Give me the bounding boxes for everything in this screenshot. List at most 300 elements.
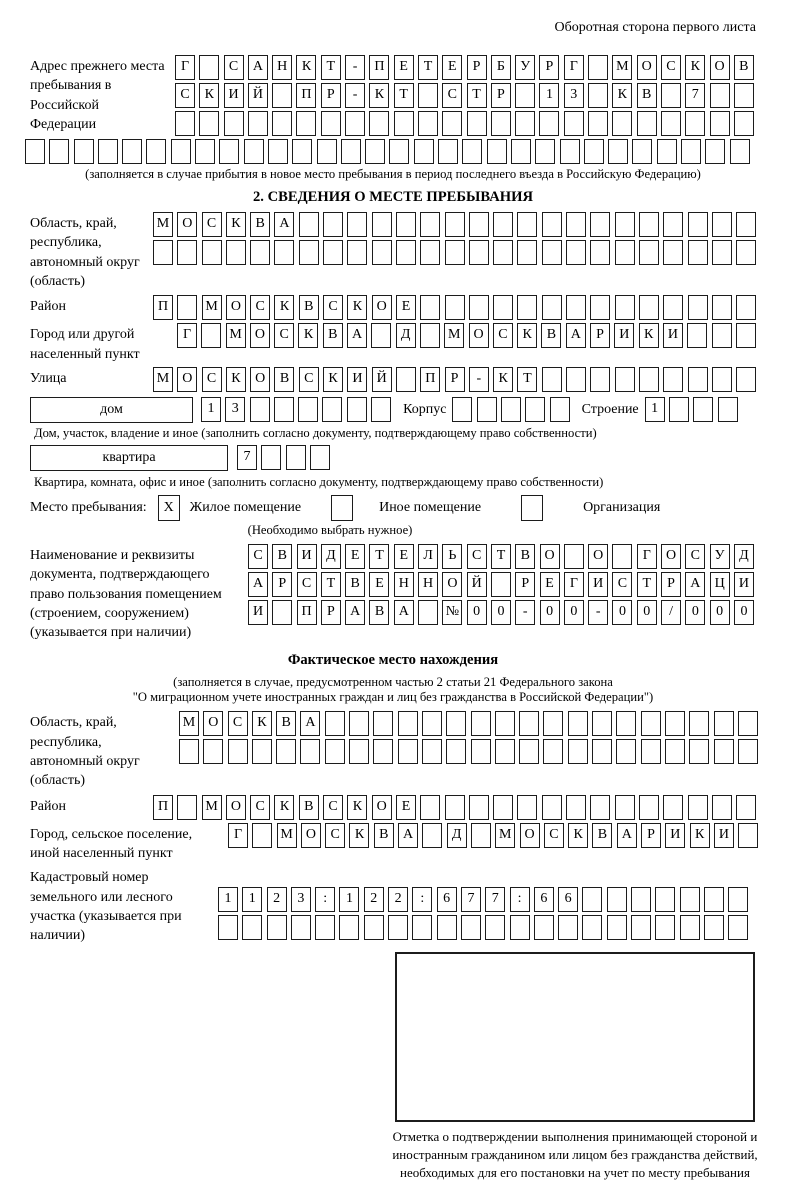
char-cell[interactable]: С xyxy=(224,55,244,80)
char-cell[interactable] xyxy=(542,795,562,820)
char-cell[interactable]: С xyxy=(228,711,248,736)
char-cell[interactable]: К xyxy=(274,795,294,820)
char-cell[interactable] xyxy=(349,711,369,736)
char-cell[interactable] xyxy=(728,887,748,912)
char-cell[interactable] xyxy=(734,83,754,108)
char-cell[interactable]: 6 xyxy=(534,887,554,912)
char-cell[interactable]: Н xyxy=(394,572,414,597)
char-cell[interactable] xyxy=(325,711,345,736)
char-cell[interactable]: Р xyxy=(515,572,535,597)
char-cell[interactable]: М xyxy=(153,212,173,237)
char-cell[interactable] xyxy=(153,240,173,265)
char-cell[interactable]: 3 xyxy=(564,83,584,108)
char-cell[interactable]: Т xyxy=(517,367,537,392)
char-cell[interactable]: - xyxy=(345,83,365,108)
char-cell[interactable]: О xyxy=(520,823,540,848)
char-cell[interactable]: П xyxy=(420,367,440,392)
char-cell[interactable] xyxy=(252,739,272,764)
stay-type-checkbox-residential[interactable]: X xyxy=(158,495,180,521)
char-cell[interactable]: 1 xyxy=(242,887,262,912)
char-cell[interactable] xyxy=(461,915,481,940)
char-cell[interactable] xyxy=(412,915,432,940)
char-cell[interactable] xyxy=(203,739,223,764)
char-cell[interactable] xyxy=(616,739,636,764)
char-cell[interactable] xyxy=(252,823,272,848)
char-cell[interactable]: С xyxy=(323,295,343,320)
char-cell[interactable]: Г xyxy=(177,323,197,348)
stay-type-checkbox-other[interactable] xyxy=(331,495,353,521)
char-cell[interactable]: О xyxy=(177,212,197,237)
char-cell[interactable] xyxy=(317,139,337,164)
char-cell[interactable]: 1 xyxy=(339,887,359,912)
char-cell[interactable] xyxy=(373,739,393,764)
char-cell[interactable]: О xyxy=(177,367,197,392)
char-cell[interactable]: М xyxy=(202,795,222,820)
char-cell[interactable] xyxy=(199,111,219,136)
char-cell[interactable] xyxy=(543,711,563,736)
char-cell[interactable]: И xyxy=(663,323,683,348)
char-cell[interactable]: : xyxy=(315,887,335,912)
char-cell[interactable] xyxy=(201,323,221,348)
char-cell[interactable] xyxy=(146,139,166,164)
char-cell[interactable] xyxy=(296,111,316,136)
char-cell[interactable] xyxy=(582,915,602,940)
char-cell[interactable] xyxy=(445,212,465,237)
char-cell[interactable]: К xyxy=(639,323,659,348)
char-cell[interactable]: О xyxy=(710,55,730,80)
char-cell[interactable] xyxy=(396,212,416,237)
char-cell[interactable]: 0 xyxy=(467,600,487,625)
char-cell[interactable] xyxy=(74,139,94,164)
char-cell[interactable] xyxy=(422,739,442,764)
char-cell[interactable] xyxy=(560,139,580,164)
char-cell[interactable]: В xyxy=(592,823,612,848)
char-cell[interactable] xyxy=(199,55,219,80)
char-cell[interactable] xyxy=(612,111,632,136)
char-cell[interactable]: Р xyxy=(445,367,465,392)
char-cell[interactable] xyxy=(607,915,627,940)
char-cell[interactable] xyxy=(398,711,418,736)
char-cell[interactable] xyxy=(669,397,689,422)
char-cell[interactable] xyxy=(736,240,756,265)
char-cell[interactable] xyxy=(566,795,586,820)
char-cell[interactable] xyxy=(665,739,685,764)
char-cell[interactable] xyxy=(487,139,507,164)
char-cell[interactable] xyxy=(394,111,414,136)
char-cell[interactable] xyxy=(704,887,724,912)
char-cell[interactable]: 1 xyxy=(218,887,238,912)
char-cell[interactable] xyxy=(177,295,197,320)
char-cell[interactable]: К xyxy=(252,711,272,736)
char-cell[interactable]: А xyxy=(300,711,320,736)
apartment-type-box[interactable]: квартира xyxy=(30,445,228,471)
char-cell[interactable]: У xyxy=(710,544,730,569)
char-cell[interactable]: С xyxy=(661,55,681,80)
char-cell[interactable]: Р xyxy=(590,323,610,348)
char-cell[interactable] xyxy=(369,111,389,136)
char-cell[interactable] xyxy=(714,711,734,736)
char-cell[interactable] xyxy=(462,139,482,164)
char-cell[interactable] xyxy=(612,544,632,569)
char-cell[interactable]: Г xyxy=(175,55,195,80)
char-cell[interactable]: Е xyxy=(394,55,414,80)
char-cell[interactable]: Т xyxy=(467,83,487,108)
char-cell[interactable]: В xyxy=(299,795,319,820)
char-cell[interactable] xyxy=(345,111,365,136)
char-cell[interactable] xyxy=(535,139,555,164)
char-cell[interactable] xyxy=(396,240,416,265)
char-cell[interactable]: О xyxy=(226,295,246,320)
char-cell[interactable] xyxy=(616,711,636,736)
char-cell[interactable] xyxy=(471,739,491,764)
char-cell[interactable] xyxy=(736,295,756,320)
char-cell[interactable] xyxy=(515,111,535,136)
char-cell[interactable] xyxy=(372,240,392,265)
char-cell[interactable]: С xyxy=(299,367,319,392)
char-cell[interactable] xyxy=(519,711,539,736)
char-cell[interactable] xyxy=(639,295,659,320)
char-cell[interactable] xyxy=(179,739,199,764)
char-cell[interactable]: О xyxy=(372,795,392,820)
char-cell[interactable] xyxy=(418,111,438,136)
char-cell[interactable]: Т xyxy=(394,83,414,108)
char-cell[interactable] xyxy=(418,600,438,625)
char-cell[interactable]: М xyxy=(495,823,515,848)
char-cell[interactable]: А xyxy=(617,823,637,848)
char-cell[interactable] xyxy=(274,397,294,422)
char-cell[interactable]: И xyxy=(714,823,734,848)
char-cell[interactable] xyxy=(299,240,319,265)
char-cell[interactable]: И xyxy=(297,544,317,569)
char-cell[interactable] xyxy=(688,212,708,237)
char-cell[interactable] xyxy=(438,139,458,164)
char-cell[interactable] xyxy=(485,915,505,940)
char-cell[interactable] xyxy=(495,739,515,764)
char-cell[interactable] xyxy=(364,915,384,940)
char-cell[interactable]: 0 xyxy=(491,600,511,625)
char-cell[interactable]: Т xyxy=(321,572,341,597)
char-cell[interactable] xyxy=(639,212,659,237)
char-cell[interactable]: О xyxy=(250,323,270,348)
char-cell[interactable]: : xyxy=(510,887,530,912)
char-cell[interactable] xyxy=(564,544,584,569)
char-cell[interactable] xyxy=(471,711,491,736)
char-cell[interactable] xyxy=(712,240,732,265)
char-cell[interactable] xyxy=(274,240,294,265)
char-cell[interactable] xyxy=(736,367,756,392)
char-cell[interactable]: К xyxy=(612,83,632,108)
char-cell[interactable]: - xyxy=(515,600,535,625)
char-cell[interactable]: В xyxy=(369,600,389,625)
char-cell[interactable] xyxy=(517,795,537,820)
char-cell[interactable] xyxy=(539,111,559,136)
char-cell[interactable]: Р xyxy=(539,55,559,80)
char-cell[interactable] xyxy=(641,711,661,736)
char-cell[interactable]: Р xyxy=(321,83,341,108)
char-cell[interactable]: О xyxy=(372,295,392,320)
char-cell[interactable] xyxy=(414,139,434,164)
char-cell[interactable] xyxy=(517,212,537,237)
char-cell[interactable]: Р xyxy=(661,572,681,597)
char-cell[interactable] xyxy=(736,323,756,348)
char-cell[interactable]: В xyxy=(323,323,343,348)
char-cell[interactable] xyxy=(261,445,281,470)
char-cell[interactable] xyxy=(446,711,466,736)
char-cell[interactable]: Е xyxy=(540,572,560,597)
char-cell[interactable]: П xyxy=(153,795,173,820)
char-cell[interactable] xyxy=(688,295,708,320)
char-cell[interactable]: П xyxy=(297,600,317,625)
char-cell[interactable] xyxy=(685,111,705,136)
char-cell[interactable] xyxy=(689,711,709,736)
char-cell[interactable] xyxy=(655,887,675,912)
char-cell[interactable]: Е xyxy=(369,572,389,597)
char-cell[interactable] xyxy=(534,915,554,940)
char-cell[interactable] xyxy=(272,83,292,108)
char-cell[interactable]: О xyxy=(442,572,462,597)
char-cell[interactable] xyxy=(446,739,466,764)
char-cell[interactable]: К xyxy=(298,323,318,348)
char-cell[interactable]: Г xyxy=(564,55,584,80)
char-cell[interactable] xyxy=(323,240,343,265)
char-cell[interactable] xyxy=(566,212,586,237)
char-cell[interactable] xyxy=(372,212,392,237)
char-cell[interactable]: И xyxy=(614,323,634,348)
char-cell[interactable] xyxy=(543,739,563,764)
char-cell[interactable] xyxy=(445,240,465,265)
char-cell[interactable] xyxy=(592,739,612,764)
char-cell[interactable]: Г xyxy=(637,544,657,569)
char-cell[interactable] xyxy=(477,397,497,422)
char-cell[interactable]: И xyxy=(665,823,685,848)
char-cell[interactable] xyxy=(398,739,418,764)
char-cell[interactable] xyxy=(712,295,732,320)
char-cell[interactable] xyxy=(704,915,724,940)
char-cell[interactable]: 7 xyxy=(485,887,505,912)
char-cell[interactable]: К xyxy=(347,295,367,320)
char-cell[interactable] xyxy=(681,139,701,164)
char-cell[interactable] xyxy=(655,915,675,940)
char-cell[interactable] xyxy=(491,572,511,597)
char-cell[interactable] xyxy=(663,240,683,265)
char-cell[interactable] xyxy=(689,739,709,764)
char-cell[interactable] xyxy=(298,397,318,422)
char-cell[interactable]: М xyxy=(226,323,246,348)
char-cell[interactable]: Д xyxy=(321,544,341,569)
char-cell[interactable] xyxy=(347,212,367,237)
char-cell[interactable]: О xyxy=(637,55,657,80)
char-cell[interactable] xyxy=(469,795,489,820)
char-cell[interactable] xyxy=(177,240,197,265)
char-cell[interactable] xyxy=(542,212,562,237)
char-cell[interactable]: С xyxy=(442,83,462,108)
char-cell[interactable]: В xyxy=(272,544,292,569)
char-cell[interactable]: П xyxy=(369,55,389,80)
char-cell[interactable] xyxy=(420,295,440,320)
char-cell[interactable] xyxy=(322,397,342,422)
char-cell[interactable] xyxy=(688,795,708,820)
char-cell[interactable]: К xyxy=(690,823,710,848)
char-cell[interactable]: В xyxy=(541,323,561,348)
char-cell[interactable] xyxy=(663,795,683,820)
char-cell[interactable]: Ц xyxy=(710,572,730,597)
char-cell[interactable] xyxy=(639,795,659,820)
char-cell[interactable]: Р xyxy=(641,823,661,848)
char-cell[interactable]: 3 xyxy=(225,397,245,422)
char-cell[interactable] xyxy=(680,887,700,912)
char-cell[interactable] xyxy=(226,240,246,265)
char-cell[interactable] xyxy=(268,139,288,164)
char-cell[interactable]: К xyxy=(347,795,367,820)
char-cell[interactable]: - xyxy=(345,55,365,80)
char-cell[interactable] xyxy=(341,139,361,164)
char-cell[interactable]: Р xyxy=(272,572,292,597)
char-cell[interactable]: Й xyxy=(467,572,487,597)
char-cell[interactable]: С xyxy=(297,572,317,597)
char-cell[interactable]: И xyxy=(588,572,608,597)
char-cell[interactable]: Й xyxy=(248,83,268,108)
char-cell[interactable] xyxy=(228,739,248,764)
char-cell[interactable]: С xyxy=(493,323,513,348)
char-cell[interactable]: Е xyxy=(396,795,416,820)
char-cell[interactable]: Д xyxy=(734,544,754,569)
char-cell[interactable] xyxy=(195,139,215,164)
char-cell[interactable]: Б xyxy=(491,55,511,80)
char-cell[interactable] xyxy=(242,915,262,940)
char-cell[interactable] xyxy=(511,139,531,164)
char-cell[interactable] xyxy=(321,111,341,136)
char-cell[interactable]: К xyxy=(199,83,219,108)
char-cell[interactable] xyxy=(568,739,588,764)
char-cell[interactable] xyxy=(680,915,700,940)
char-cell[interactable] xyxy=(471,823,491,848)
char-cell[interactable] xyxy=(267,915,287,940)
char-cell[interactable]: М xyxy=(277,823,297,848)
char-cell[interactable] xyxy=(712,795,732,820)
char-cell[interactable] xyxy=(661,83,681,108)
char-cell[interactable] xyxy=(588,83,608,108)
char-cell[interactable] xyxy=(420,795,440,820)
char-cell[interactable]: К xyxy=(517,323,537,348)
char-cell[interactable] xyxy=(517,295,537,320)
char-cell[interactable] xyxy=(712,212,732,237)
char-cell[interactable] xyxy=(219,139,239,164)
char-cell[interactable] xyxy=(469,212,489,237)
char-cell[interactable]: Н xyxy=(418,572,438,597)
char-cell[interactable] xyxy=(687,323,707,348)
char-cell[interactable]: В xyxy=(345,572,365,597)
char-cell[interactable] xyxy=(710,83,730,108)
char-cell[interactable]: Г xyxy=(564,572,584,597)
char-cell[interactable]: Р xyxy=(321,600,341,625)
char-cell[interactable]: Е xyxy=(442,55,462,80)
char-cell[interactable]: 0 xyxy=(564,600,584,625)
char-cell[interactable]: С xyxy=(323,795,343,820)
char-cell[interactable]: - xyxy=(469,367,489,392)
char-cell[interactable] xyxy=(641,739,661,764)
char-cell[interactable] xyxy=(592,711,612,736)
char-cell[interactable] xyxy=(632,139,652,164)
char-cell[interactable]: Л xyxy=(418,544,438,569)
char-cell[interactable]: О xyxy=(226,795,246,820)
char-cell[interactable] xyxy=(590,212,610,237)
char-cell[interactable] xyxy=(365,139,385,164)
char-cell[interactable]: М xyxy=(202,295,222,320)
char-cell[interactable]: В xyxy=(299,295,319,320)
char-cell[interactable] xyxy=(736,795,756,820)
char-cell[interactable] xyxy=(515,83,535,108)
char-cell[interactable] xyxy=(657,139,677,164)
char-cell[interactable] xyxy=(590,367,610,392)
char-cell[interactable]: А xyxy=(398,823,418,848)
char-cell[interactable]: 0 xyxy=(637,600,657,625)
char-cell[interactable]: В xyxy=(250,212,270,237)
char-cell[interactable]: С xyxy=(544,823,564,848)
char-cell[interactable] xyxy=(175,111,195,136)
char-cell[interactable] xyxy=(730,139,750,164)
char-cell[interactable] xyxy=(714,739,734,764)
char-cell[interactable]: Р xyxy=(491,83,511,108)
char-cell[interactable] xyxy=(738,823,758,848)
char-cell[interactable] xyxy=(663,367,683,392)
char-cell[interactable] xyxy=(615,795,635,820)
char-cell[interactable]: В xyxy=(374,823,394,848)
char-cell[interactable] xyxy=(244,139,264,164)
char-cell[interactable] xyxy=(710,111,730,136)
char-cell[interactable] xyxy=(564,111,584,136)
char-cell[interactable]: А xyxy=(685,572,705,597)
char-cell[interactable] xyxy=(493,212,513,237)
char-cell[interactable]: Е xyxy=(396,295,416,320)
char-cell[interactable]: 1 xyxy=(539,83,559,108)
char-cell[interactable] xyxy=(558,915,578,940)
char-cell[interactable] xyxy=(445,295,465,320)
char-cell[interactable]: А xyxy=(394,600,414,625)
char-cell[interactable]: С xyxy=(467,544,487,569)
char-cell[interactable]: С xyxy=(202,367,222,392)
char-cell[interactable] xyxy=(550,397,570,422)
char-cell[interactable] xyxy=(493,295,513,320)
char-cell[interactable] xyxy=(736,212,756,237)
char-cell[interactable] xyxy=(584,139,604,164)
char-cell[interactable] xyxy=(291,915,311,940)
char-cell[interactable]: 2 xyxy=(364,887,384,912)
char-cell[interactable] xyxy=(519,739,539,764)
char-cell[interactable] xyxy=(688,240,708,265)
char-cell[interactable] xyxy=(177,795,197,820)
char-cell[interactable]: С xyxy=(274,323,294,348)
char-cell[interactable] xyxy=(588,111,608,136)
char-cell[interactable] xyxy=(495,711,515,736)
char-cell[interactable]: О xyxy=(469,323,489,348)
char-cell[interactable] xyxy=(663,212,683,237)
char-cell[interactable]: К xyxy=(568,823,588,848)
char-cell[interactable]: И xyxy=(734,572,754,597)
char-cell[interactable] xyxy=(420,240,440,265)
char-cell[interactable]: С xyxy=(248,544,268,569)
char-cell[interactable]: Т xyxy=(491,544,511,569)
char-cell[interactable] xyxy=(712,323,732,348)
char-cell[interactable]: : xyxy=(412,887,432,912)
char-cell[interactable] xyxy=(639,240,659,265)
char-cell[interactable] xyxy=(663,295,683,320)
char-cell[interactable] xyxy=(615,295,635,320)
char-cell[interactable]: М xyxy=(444,323,464,348)
char-cell[interactable]: 7 xyxy=(237,445,257,470)
char-cell[interactable]: А xyxy=(248,55,268,80)
char-cell[interactable]: Е xyxy=(394,544,414,569)
char-cell[interactable]: 7 xyxy=(685,83,705,108)
